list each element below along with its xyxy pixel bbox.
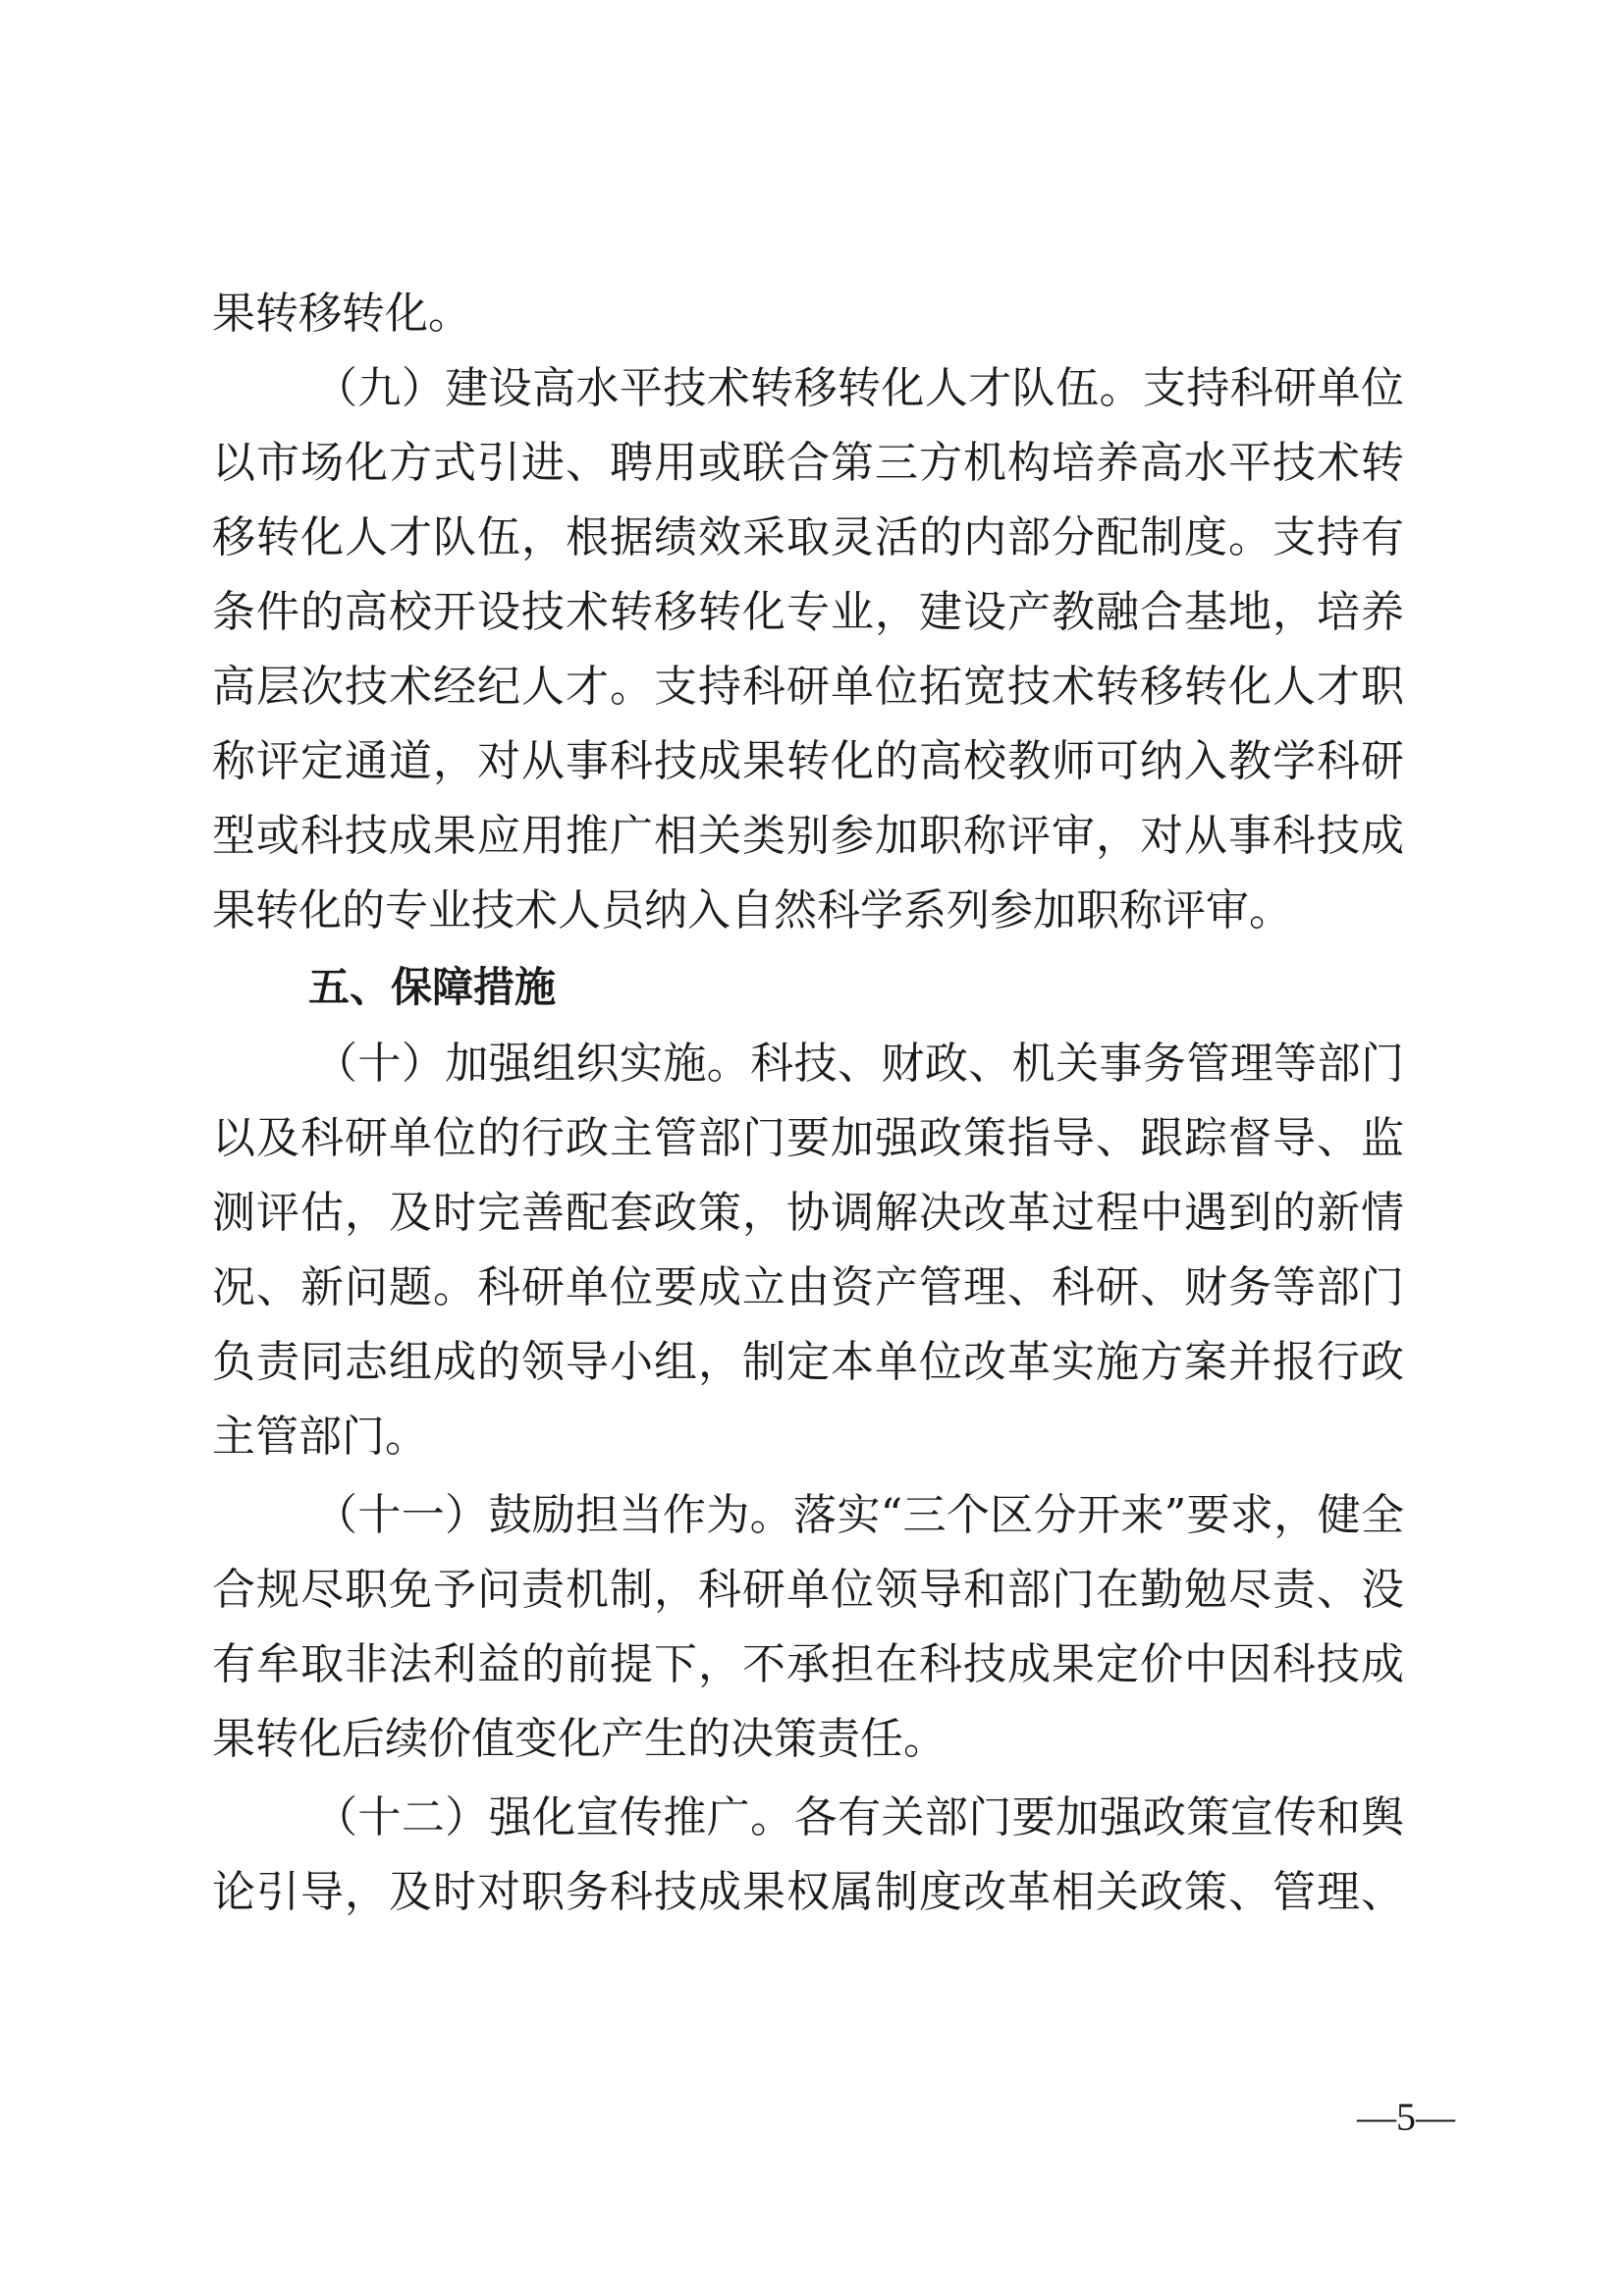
text-line-8: 型或科技成果应用推广相关类别参加职称评审，对从事科技成 [212,811,1404,861]
text-line-3: 以市场化方式引进、聘用或联合第三方机构培养高水平技术转 [212,438,1404,488]
section-heading: 五、保障措施 [308,963,557,1011]
text-line-7: 称评定通道，对从事科技成果转化的高校教师可纳入教学科研 [212,736,1404,786]
text-line-6: 高层次技术经纪人才。支持科研单位拓宽技术转移转化人才职 [212,662,1404,712]
text-line-1: 果转移转化。 [212,289,471,339]
text-line-21: （十二）强化宣传推广。各有关部门要加强政策宣传和舆 [314,1792,1404,1842]
text-line-14: 况、新问题。科研单位要成立由资产管理、科研、财务等部门 [212,1262,1404,1312]
text-line-18: 合规尽职免予问责机制，科研单位领导和部门在勤勉尽责、没 [212,1565,1404,1615]
text-line-12: 以及科研单位的行政主管部门要加强政策指导、跟踪督导、监 [212,1113,1404,1163]
text-line-15: 负责同志组成的领导小组，制定本单位改革实施方案并报行政 [212,1337,1404,1387]
text-line-22: 论引导，及时对职务科技成果权属制度改革相关政策、管理、 [212,1867,1404,1917]
text-line-16: 主管部门。 [212,1412,428,1462]
text-line-17: （十一）鼓励担当作为。落实“三个区分开来”要求，健全 [314,1490,1404,1540]
page-number: —5— [1357,2095,1455,2139]
text-line-11: （十）加强组织实施。科技、财政、机关事务管理等部门 [314,1039,1404,1089]
text-line-5: 条件的高校开设技术转移转化专业，建设产教融合基地，培养 [212,587,1404,637]
text-line-20: 果转化后续价值变化产生的决策责任。 [212,1714,947,1764]
text-line-4: 移转化人才队伍，根据绩效采取灵活的内部分配制度。支持有 [212,512,1404,562]
text-line-19: 有牟取非法利益的前提下，不承担在科技成果定价中因科技成 [212,1639,1404,1689]
text-line-13: 测评估，及时完善配套政策，协调解决改革过程中遇到的新情 [212,1188,1404,1238]
text-line-2: （九）建设高水平技术转移转化人才队伍。支持科研单位 [314,363,1404,413]
text-line-9: 果转化的专业技术人员纳入自然科学系列参加职称评审。 [212,885,1292,935]
